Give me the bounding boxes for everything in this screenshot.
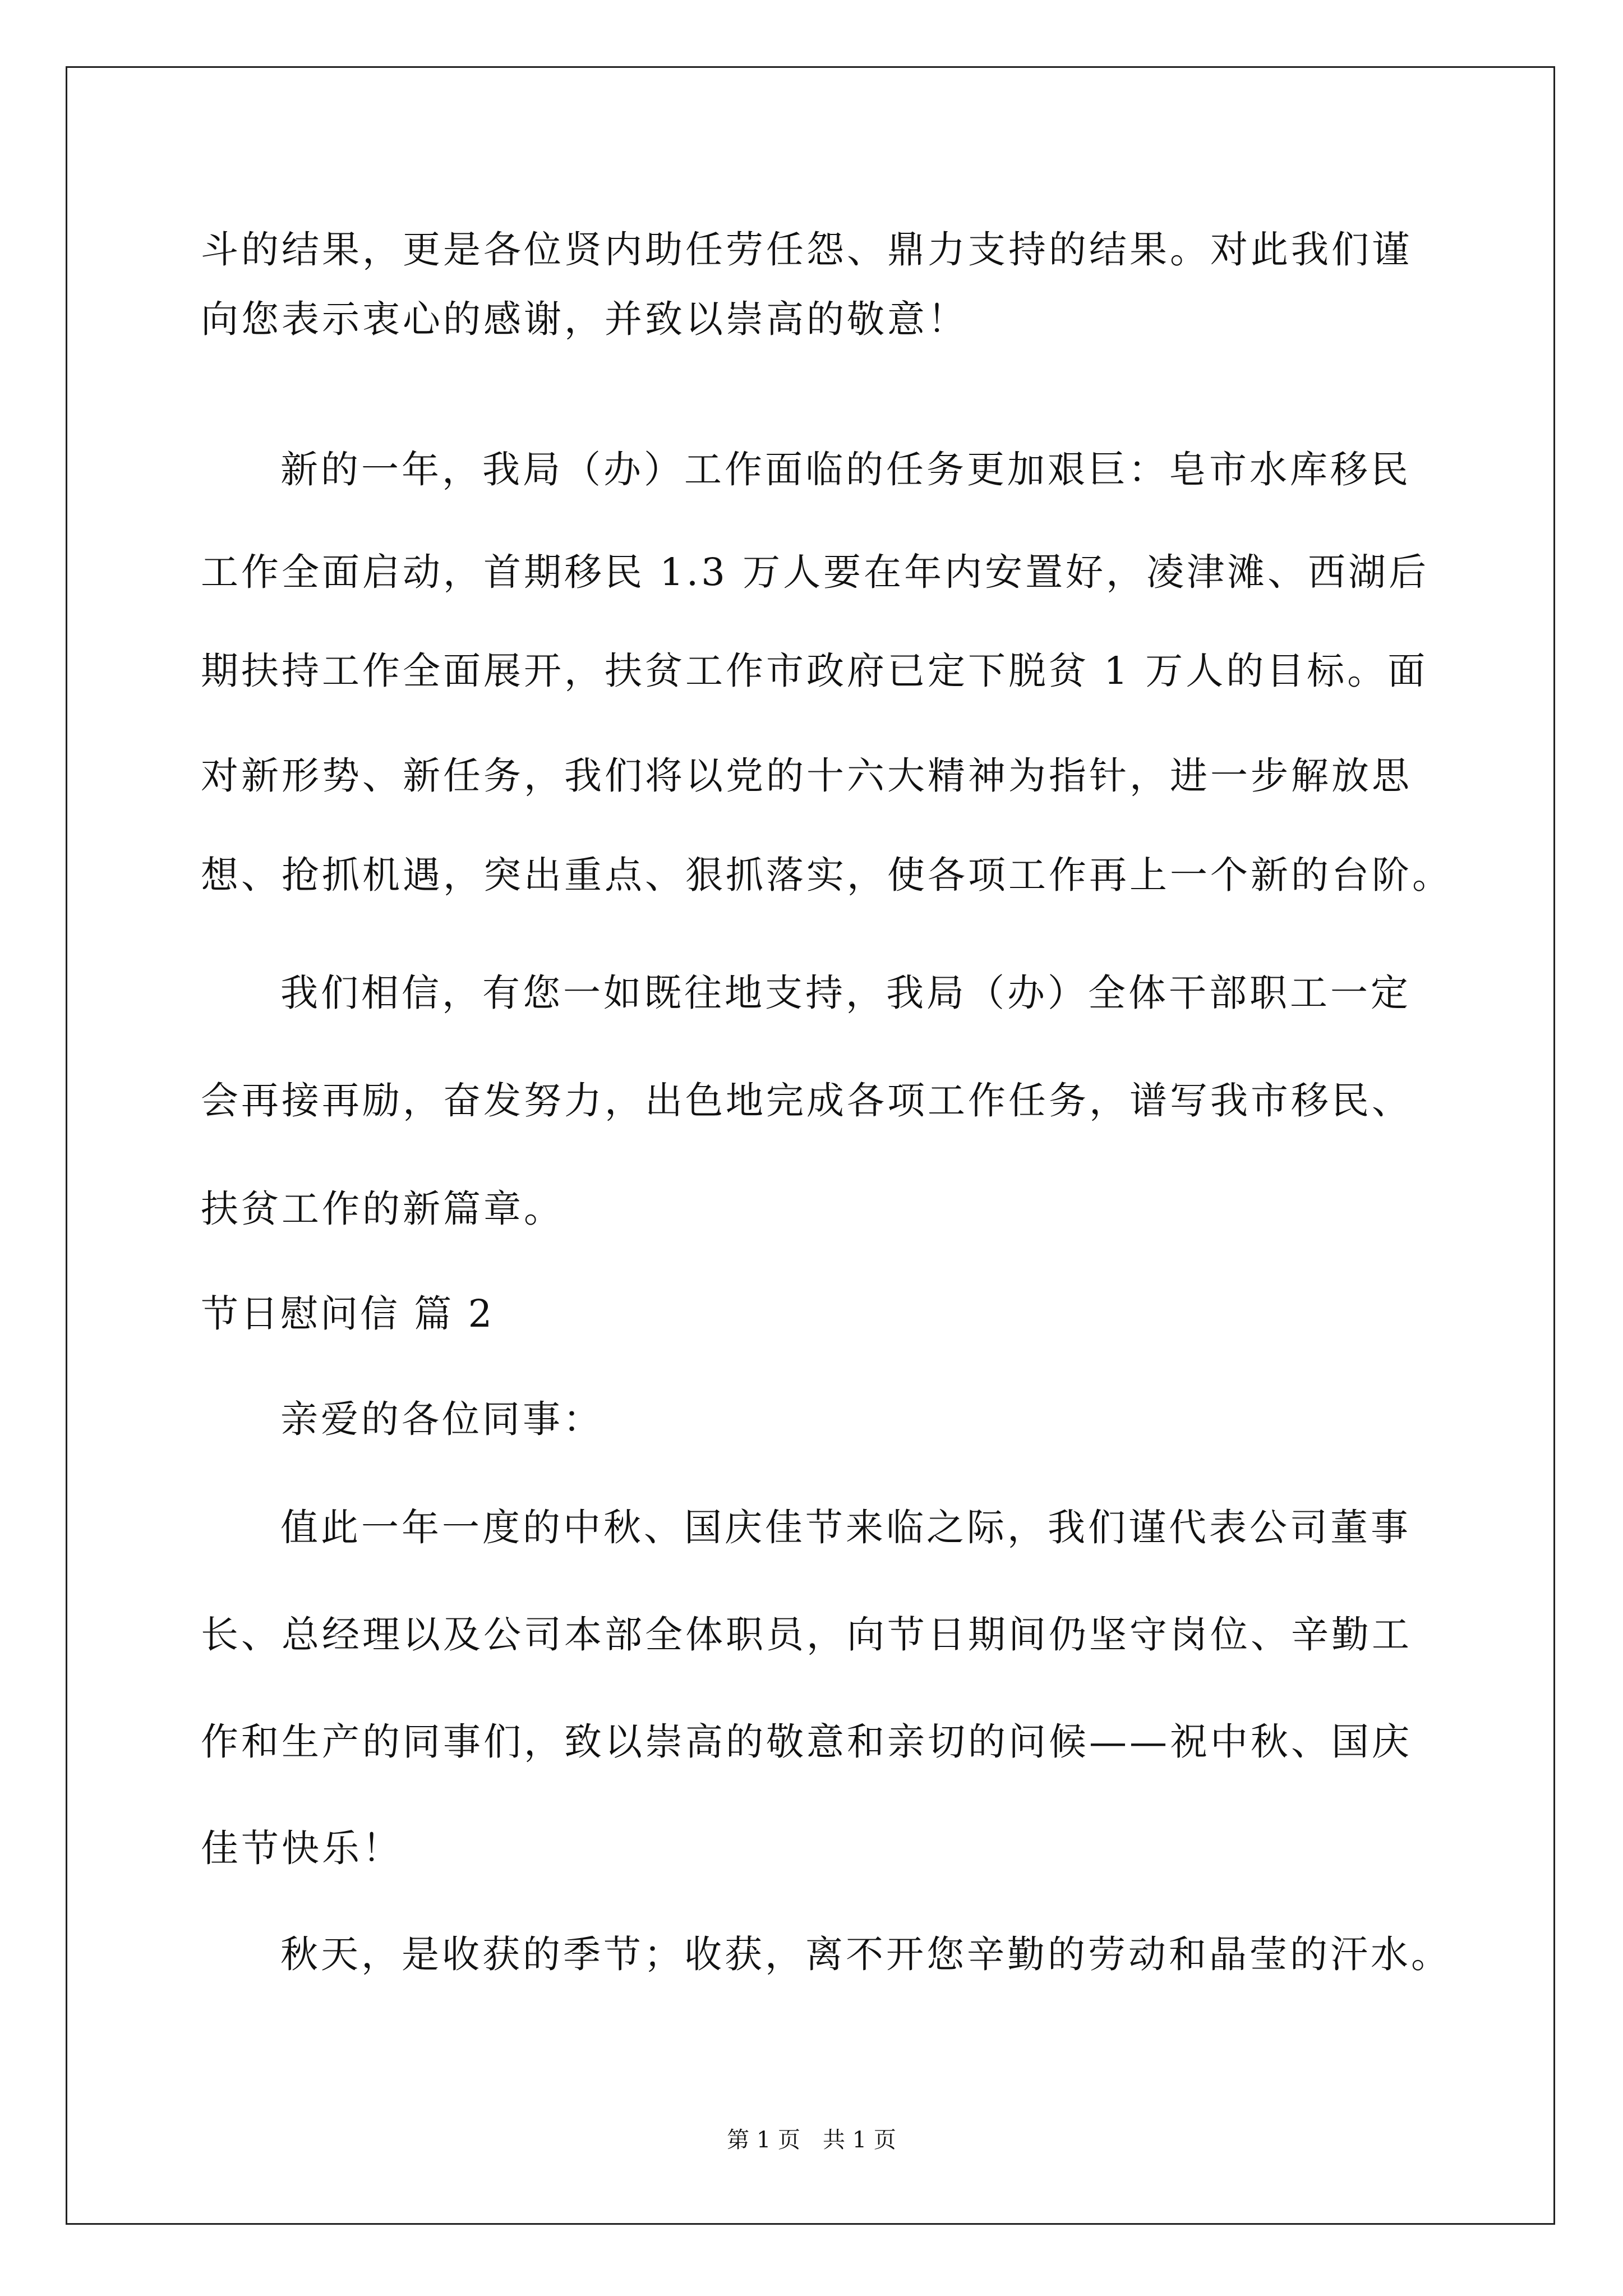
text-line: 作和生产的同事们，致以崇高的敬意和亲切的问候——祝中秋、国庆 [201, 1720, 1412, 1764]
text-line: 长、总经理以及公司本部全体职员，向节日期间仍坚守岗位、辛勤工 [201, 1613, 1412, 1657]
text-line: 佳节快乐！ [201, 1826, 403, 1870]
text-line: 会再接再励，奋发努力，出色地完成各项工作任务，谱写我市移民、 [201, 1079, 1412, 1122]
page-footer [0, 2126, 1623, 2154]
paragraph-first-line: 秋天，是收获的季节；收获，离不开您辛勤的劳动和晶莹的汗水。 [280, 1932, 1451, 1976]
text-line: 斗的结果，更是各位贤内助任劳任怨、鼎力支持的结果。对此我们谨 [201, 228, 1412, 272]
page-total: 共 1 页 [823, 2127, 896, 2153]
page-number: 第 1 页 [727, 2127, 800, 2153]
paragraph-first-line: 新的一年，我局（办）工作面临的任务更加艰巨：皂市水库移民 [280, 448, 1411, 491]
text-line: 扶贫工作的新篇章。 [201, 1187, 564, 1231]
section-heading: 节日慰问信 篇 2 [201, 1292, 495, 1336]
text-line: 对新形势、新任务，我们将以党的十六大精神为指针，进一步解放思 [201, 754, 1412, 798]
paragraph-first-line: 值此一年一度的中秋、国庆佳节来临之际，我们谨代表公司董事 [280, 1506, 1411, 1549]
salutation: 亲爱的各位同事： [280, 1397, 603, 1441]
paragraph-first-line: 我们相信，有您一如既往地支持，我局（办）全体干部职工一定 [280, 971, 1411, 1015]
text-line: 期扶持工作全面展开，扶贫工作市政府已定下脱贫 1 万人的目标。面 [201, 649, 1428, 693]
text-line: 想、抢抓机遇，突出重点、狠抓落实，使各项工作再上一个新的台阶。 [201, 853, 1453, 897]
page-border [66, 66, 1555, 2225]
text-line: 工作全面启动，首期移民 1.3 万人要在年内安置好，凌津滩、西湖后 [201, 550, 1430, 594]
text-line: 向您表示衷心的感谢，并致以崇高的敬意！ [201, 297, 968, 341]
